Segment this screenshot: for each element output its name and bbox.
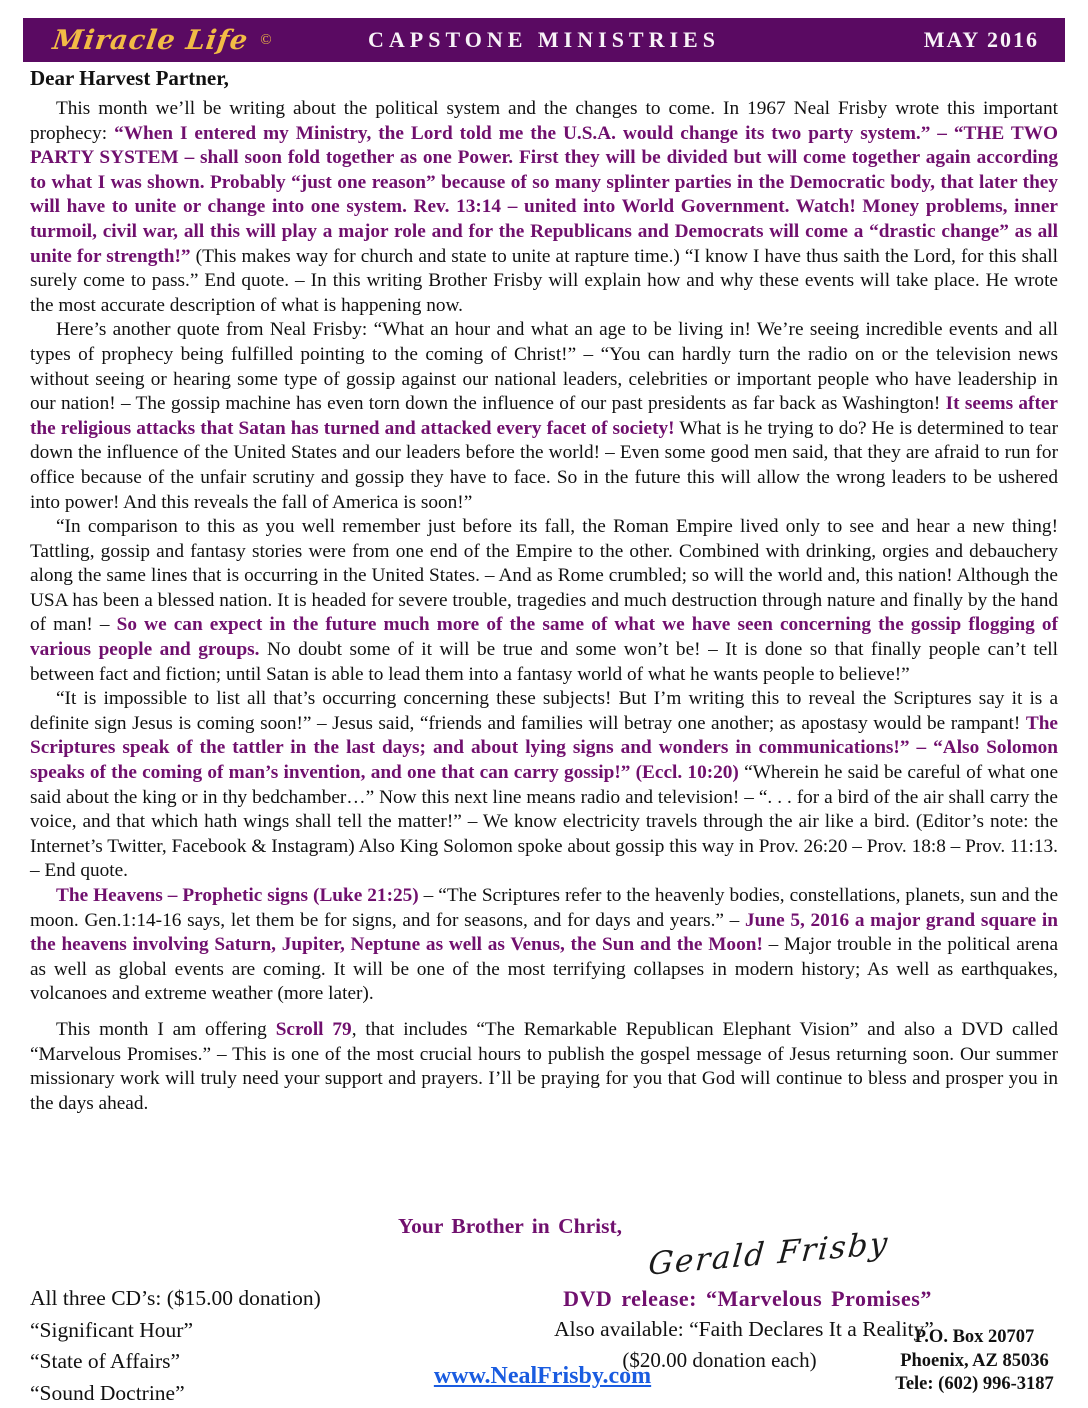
text-segment: What is he trying to do? He is determined to tear down the influence of the United States and our leaders before the world! – Even some good men said, that they are afraid to run for office because of the unfair scrutiny and gossip they have to face. So in the future this will allow the wrong leaders to be ushered into power! And this reveals the fall of America is soon!” — [30, 417, 1059, 513]
salutation: Dear Harvest Partner, — [30, 66, 229, 90]
text-segment: (This makes way for church and state to unite at rapture time.) “I know I have thus saith the Lord, for this shall surely come to pass.” End quote. – In this writing Brother Frisby will explain how and why these events will take place. He wrote the most accurate description of what is happening now. — [30, 245, 1058, 316]
list-item: “Significant Hour” — [30, 1317, 193, 1342]
text-segment: The Heavens – Prophetic signs (Luke 21:25) — [56, 885, 419, 906]
text-segment: “When I entered my Ministry, the Lord told me the U.S.A. would change its two party system.” – “THE TWO PARTY SYSTEM – shall soon fold together as one Power. First they will be divided but will come together again according to what I was shown. Probably “just one reason” because of so many splinter parties in the Democratic body, that later they will have to unite or change into one system. Rev. 13:14 – united into World Government. Watch! Money problems, inner turmoil, civil war, all this will play a major role and for the Republicans and Democrats will come a “drastic change” as all unite for strength!” — [30, 122, 1058, 267]
text-segment: No doubt some of it will be true and some won’t be! – It is done so that finally people can’t tell between fact and fiction; until Satan is able to lead them into a fantasy world of what he wants people to believe!” — [30, 639, 1059, 685]
text-segment: Scroll 79 — [275, 1018, 352, 1040]
paragraph-3 — [30, 515, 1058, 687]
brand — [23, 25, 272, 56]
brand-logo-text: Miracle Life — [50, 24, 251, 56]
text-segment: This month I am offering — [56, 1018, 276, 1040]
text-segment: So we can expect in the future much more of the same of what we have seen concerning the gossip flogging of various people and groups. — [30, 614, 1058, 661]
signature: Gerald Frisby — [646, 1225, 891, 1283]
list-item: All three CD’s: ($15.00 donation) — [30, 1286, 321, 1310]
paragraph-1 — [30, 97, 1058, 318]
text-segment: This month we’ll be writing about the political system and the changes to come. In 1967 Neal Frisby wrote this important prophecy: — [30, 98, 1058, 144]
list-item: P.O. Box 20707 — [914, 1327, 1035, 1347]
paragraph-4 — [30, 687, 1058, 884]
cd-offer-list — [30, 1283, 321, 1408]
text-segment: “In comparison to this as you well remember just before its fall, the Roman Empire lived only to see and hear a new thing! Tattling, gossip and fantasy stories were from one end of the Empire to the other. Combined with drinking, orgies and debauchery along the same lines that is occurring in the United States. – And as Rome crumbled; so will the world and, this nation! Although the USA has been a blessed nation. It is headed for severe trouble, tragedies and much destruction through nature and finally by the hand of man! – — [30, 516, 1058, 636]
address-block — [887, 1326, 1062, 1397]
text-segment: “It is impossible to list all that’s occurring concerning these subjects! But I’m writing this to reveal the Scriptures say it is a definite sign Jesus is coming soon!” – Jesus said, “friends and families will betray one another; as apostasy would be rampant! — [30, 688, 1058, 734]
text-segment: It seems after the religious attacks that Satan has turned and attacked every facet of society! — [30, 393, 1058, 439]
paragraph-6 — [30, 1018, 1058, 1116]
issue-date: MAY 2016 — [923, 27, 1039, 52]
text-segment: , that includes “The Remarkable Republican Elephant Vision” and also a DVD called “Marvelous Promises.” – This is one of the most crucial hours to publish the gospel message of Jesus returning soon. Our summer missionary work will truly need your support and prayers. I’ll be praying for you that God will continue to bless and prosper you in the days ahead. — [30, 1018, 1058, 1114]
paragraph-5 — [30, 884, 1058, 1007]
text-segment: June 5, 2016 a major grand square in the heavens involving Saturn, Jupiter, Neptune as well as Venus, the Sun and the Moon! — [30, 909, 1059, 956]
text-segment: – Major trouble in the political arena as well as global events are coming. It will be one of the most terrifying collapses in modern history; As well as earthquakes, volcanoes and extreme weather (more later). — [30, 934, 1058, 1005]
dvd-release-line: DVD release: “Marvelous Promises” — [563, 1286, 932, 1311]
text-segment: “Wherein he said be careful of what one said about the king or in thy bedchamber…” Now this next line means radio and television! – “. . . for a bird of the air shall carry the voice, and that which hath wings shall tell the matter!” – We know electricity travels through the air like a bird. (Editor’s note: the Internet’s Twitter, Facebook & Instagram) Also King Solomon spoke about gossip this way in Prov. 26:20 – Prov. 18:8 – Prov. 11:13. – End quote. — [30, 762, 1058, 882]
newsletter-title: CAPSTONE MINISTRIES — [368, 27, 720, 52]
list-item: Phoenix, AZ 85036 — [900, 1350, 1049, 1371]
letter-body — [30, 97, 1058, 1116]
list-item: “Sound Doctrine” — [30, 1380, 185, 1405]
text-segment: Here’s another quote from Neal Frisby: “What an hour and what an age to be living in! We’re seeing incredible events and all types of prophecy being fulfilled pointing to the coming of Christ!” – “You can hardly turn the radio on or the television news without seeing or hearing some type of gossip against our national leaders, celebrities or important people who have leadership in our nation! – The gossip machine has even torn down the influence of our past presidents as far back as Washington! — [30, 319, 1058, 415]
paragraph-2 — [30, 318, 1058, 515]
closing-line: Your Brother in Christ, — [397, 1214, 623, 1238]
header-bar — [23, 18, 1065, 62]
list-item: “State of Affairs” — [30, 1349, 181, 1373]
also-available-line: Also available: “Faith Declares It a Reality” — [554, 1317, 934, 1341]
text-segment: – “The Scriptures refer to the heavenly bodies, constellations, planets, sun and the moon. Gen.1:14-16 says, let them be for signs, and for seasons, and for days and years.” – — [30, 885, 1058, 931]
text-segment: The Scriptures speak of the tattler in the last days; and about lying signs and wonders in communications!” – “Also Solomon speaks of the coming of man’s invention, and one that can carry gossip!” (Eccl. 10:20) — [30, 712, 1058, 784]
copyright-icon: © — [260, 31, 272, 48]
donation-line: ($20.00 donation each) — [622, 1348, 817, 1372]
list-item: Tele: (602) 996-3187 — [895, 1374, 1054, 1394]
website-link[interactable]: www.NealFrisby.com — [433, 1363, 652, 1389]
